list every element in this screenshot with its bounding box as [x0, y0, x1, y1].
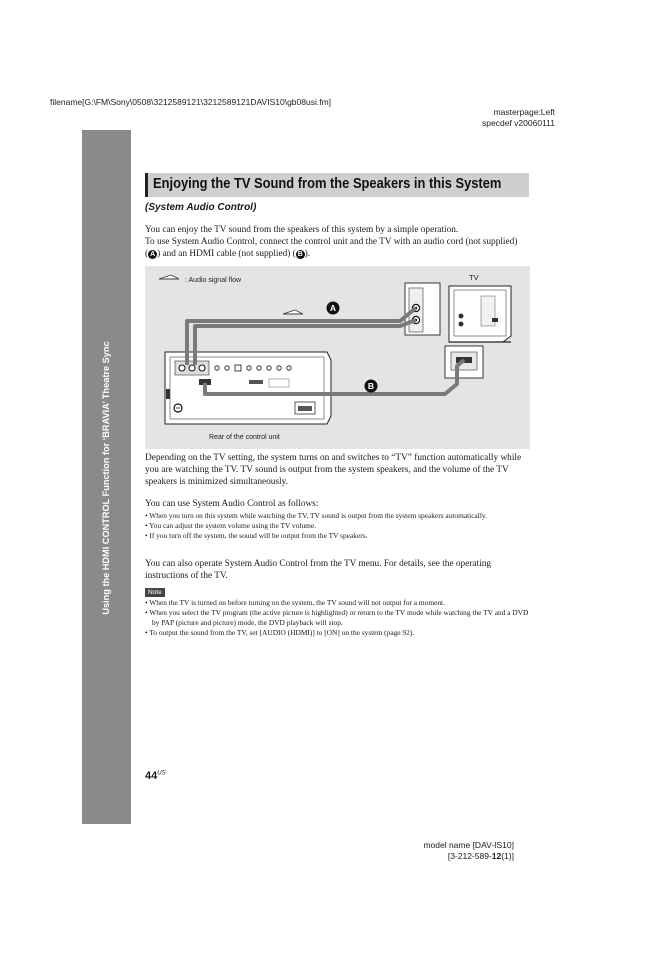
intro-paragraph — [145, 224, 531, 260]
specdef-header: specdef v20060111 — [482, 118, 555, 128]
list-item: • When the TV is turned on before turning on the system, the TV sound will not output for a moment. — [145, 598, 445, 607]
usage-bullet-list — [145, 511, 535, 541]
note-badge: Note — [145, 588, 165, 597]
page-title: Enjoying the TV Sound from the Speakers in this System — [153, 175, 502, 192]
system-description: Depending on the TV setting, the system turns on and switches to “TV” function automatically while you are watching the TV. TV sound is output from the system speakers, and the volume of the TV speakers is minimized simultaneously. — [145, 453, 522, 487]
note-bullet-list — [145, 598, 535, 638]
list-item: • If you turn off the system, the sound will be output from the TV speakers. — [145, 531, 368, 540]
legend-label: : Audio signal flow — [185, 277, 242, 284]
audio-flow-arrow-icon — [283, 310, 303, 314]
rear-panel-label: Rear of the control unit — [209, 434, 280, 441]
intro-line-2: To use System Audio Control, connect the control unit and the TV with an audio cord (not supplied) — [145, 237, 518, 247]
filename-header: filename[G:\FM\Sony\0508\3212589121\3212589121DAVIS10\gb08usi.fm] — [50, 97, 332, 107]
marker-b-icon: B — [297, 251, 303, 258]
control-unit-rear-icon — [165, 352, 331, 424]
list-item: • To output the sound from the TV, set [AUDIO (HDMI)] to [ON] on the system (page 92). — [145, 628, 415, 637]
marker-b-label: B — [367, 381, 375, 391]
list-item: • You can adjust the system volume using the TV volume. — [145, 521, 317, 530]
tv-audio-out-panel-icon — [405, 283, 440, 335]
list-item: • When you turn on this system while watching the TV, TV sound is output from the system speakers automatically. — [145, 511, 487, 520]
page-subtitle: (System Audio Control) — [145, 202, 257, 213]
list-item: • When you select the TV program (the active picture is highlighted) or return to the TV mode while watching the TV and a DVD by PAP (picture and picture) mode, the DVD playback will stop. — [145, 608, 529, 627]
footer-model-name: model name [DAV-IS10] — [423, 840, 514, 850]
usage-intro: You can use System Audio Control as follows: — [145, 499, 319, 509]
chapter-sidebar-label: Using the HDMI CONTROL Function for ‘BRAVIA’ Theatre Sync — [101, 341, 111, 615]
intro-line-1: You can enjoy the TV sound from the speakers of this system by a simple operation. — [145, 225, 459, 235]
tv-label: TV — [469, 273, 479, 282]
footer-part-code: [3-212-589-12(1)] — [447, 851, 514, 861]
tv-icon — [449, 286, 511, 342]
page-suffix: US — [157, 770, 166, 777]
marker-a-icon: A — [150, 251, 156, 258]
section-title-bar — [145, 173, 529, 197]
tv-menu-paragraph: You can also operate System Audio Control from the TV menu. For details, see the operating instructions of the TV. — [145, 559, 491, 581]
intro-line-3: ( A ) and an HDMI cable (not supplied) ( B ). — [145, 249, 311, 259]
page-number: $44^{US}$ — [145, 770, 166, 782]
masterpage-header: masterpage:Left — [493, 107, 555, 117]
connection-diagram — [145, 266, 530, 449]
audio-flow-legend-icon — [159, 275, 179, 279]
marker-a-label: A — [329, 303, 337, 313]
